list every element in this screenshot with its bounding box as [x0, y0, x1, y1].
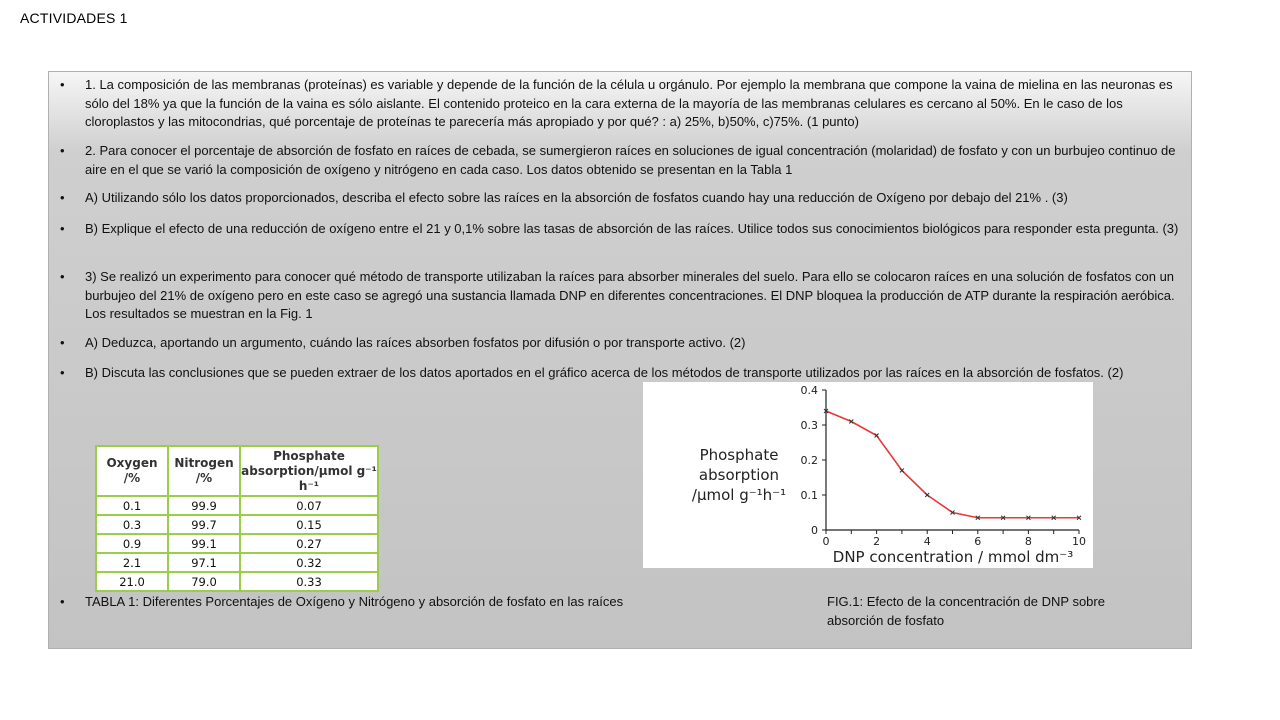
page-title: ACTIVIDADES 1: [20, 10, 128, 26]
table-cell: 79.0: [168, 572, 240, 591]
y-tick-label: 0: [811, 524, 818, 537]
column-header-phosphate: Phosphate absorption/μmol g⁻¹ h⁻¹: [240, 446, 378, 496]
table-1: [95, 445, 379, 592]
phosphate-table: [95, 445, 379, 592]
table-cell: 0.27: [240, 534, 378, 553]
y-tick-label: 0.1: [800, 489, 818, 502]
y-axis-label: /μmol g⁻¹h⁻¹: [691, 486, 787, 504]
table-cell: 0.1: [96, 496, 168, 515]
table-cell: 2.1: [96, 553, 168, 572]
figure-1-chart: [643, 382, 1093, 568]
list-item: • 1. La composición de las membranas (proteínas) es variable y depende de la función de la célula u orgánulo. Por ejemplo la membrana que compone la vaina de mielina en las neuronas es sólo del 18% ya que la función de la vaina es sólo aislante. El contenido proteico en la cara externa de la mayoría de las membranas celulares es cercano al 50%. En le caso de los cloroplastos y las mitocondrias, qué porcentaje de proteínas te parecería más apropiado y por qué? : a) 25%, b)50%, c)75%. (1 punto): [85, 76, 1185, 132]
x-tick-label: 0: [822, 535, 830, 548]
x-tick-label: 8: [1024, 535, 1032, 548]
column-header-oxygen: Oxygen /%: [96, 446, 168, 496]
y-tick-label: 0.4: [800, 384, 818, 397]
table-cell: 0.07: [240, 496, 378, 515]
table-cell: 99.1: [168, 534, 240, 553]
table-cell: 97.1: [168, 553, 240, 572]
y-tick-label: 0.3: [800, 419, 818, 432]
table-caption: • TABLA 1: Diferentes Porcentajes de Oxígeno y Nitrógeno y absorción de fosfato en las raíces: [85, 593, 765, 612]
data-point: [900, 469, 904, 473]
series-line: [826, 411, 1079, 518]
chart-svg: [643, 382, 1093, 568]
y-axis-label: Phosphate: [699, 446, 779, 464]
x-tick-label: 4: [923, 535, 931, 548]
table-row: [96, 553, 378, 572]
list-item: • B) Discuta las conclusiones que se pueden extraer de los datos aportados en el gráfico acerca de los métodos de transporte utilizados por las raíces en la absorción de fosfatos. (2): [85, 364, 1185, 383]
table-cell: 0.15: [240, 515, 378, 534]
y-tick-label: 0.2: [800, 454, 818, 467]
table-cell: 0.9: [96, 534, 168, 553]
list-item: • A) Utilizando sólo los datos proporcionados, describa el efecto sobre las raíces en la absorción de fosfatos cuando hay una reducción de Oxígeno por debajo del 21% . (3): [85, 189, 1185, 208]
list-item: • A) Deduzca, aportando un argumento, cuándo las raíces absorben fosfatos por difusión o por transporte activo. (2): [85, 334, 1185, 353]
table-cell: 0.3: [96, 515, 168, 534]
list-item: • 3) Se realizó un experimento para conocer qué método de transporte utilizaban la raíces para absorber minerales del suelo. Para ello se colocaron raíces en una solución de fosfatos con un burbujeo del 21% de oxígeno pero en este caso se agregó una sustancia llamada DNP en diferentes concentraciones. El DNP bloquea la producción de ATP durante la respiración aeróbica. Los resultados se muestran en la Fig. 1: [85, 268, 1185, 324]
y-axis-label: absorption: [698, 466, 780, 484]
x-tick-label: 6: [974, 535, 982, 548]
content-panel: [48, 71, 1192, 649]
x-tick-label: 2: [873, 535, 881, 548]
table-row: [96, 534, 378, 553]
table-cell: 99.7: [168, 515, 240, 534]
list-item: • 2. Para conocer el porcentaje de absorción de fosfato en raíces de cebada, se sumergieron raíces en soluciones de igual concentración (molaridad) de fosfato y con un burbujeo continuo de aire en el que se varió la composición de oxígeno y nitrógeno en cada caso. Los datos obtenido se presentan en la Tabla 1: [85, 142, 1185, 179]
x-axis-label: DNP concentration / mmol dm⁻³: [832, 548, 1074, 566]
x-tick-label: 10: [1072, 535, 1086, 548]
table-cell: 0.33: [240, 572, 378, 591]
table-row: [96, 572, 378, 591]
column-header-nitrogen: Nitrogen /%: [168, 446, 240, 496]
table-cell: 0.32: [240, 553, 378, 572]
table-cell: 21.0: [96, 572, 168, 591]
table-row: [96, 515, 378, 534]
figure-caption: FIG.1: Efecto de la concentración de DNP sobre absorción de fosfato: [827, 594, 1105, 628]
table-row: [96, 496, 378, 515]
table-cell: 99.9: [168, 496, 240, 515]
list-item: • B) Explique el efecto de una reducción de oxígeno entre el 21 y 0,1% sobre las tasas de absorción de las raíces. Utilice todos sus conocimientos biológicos para responder esta pregunta. (3): [85, 220, 1185, 239]
table-header-row: [96, 446, 378, 496]
